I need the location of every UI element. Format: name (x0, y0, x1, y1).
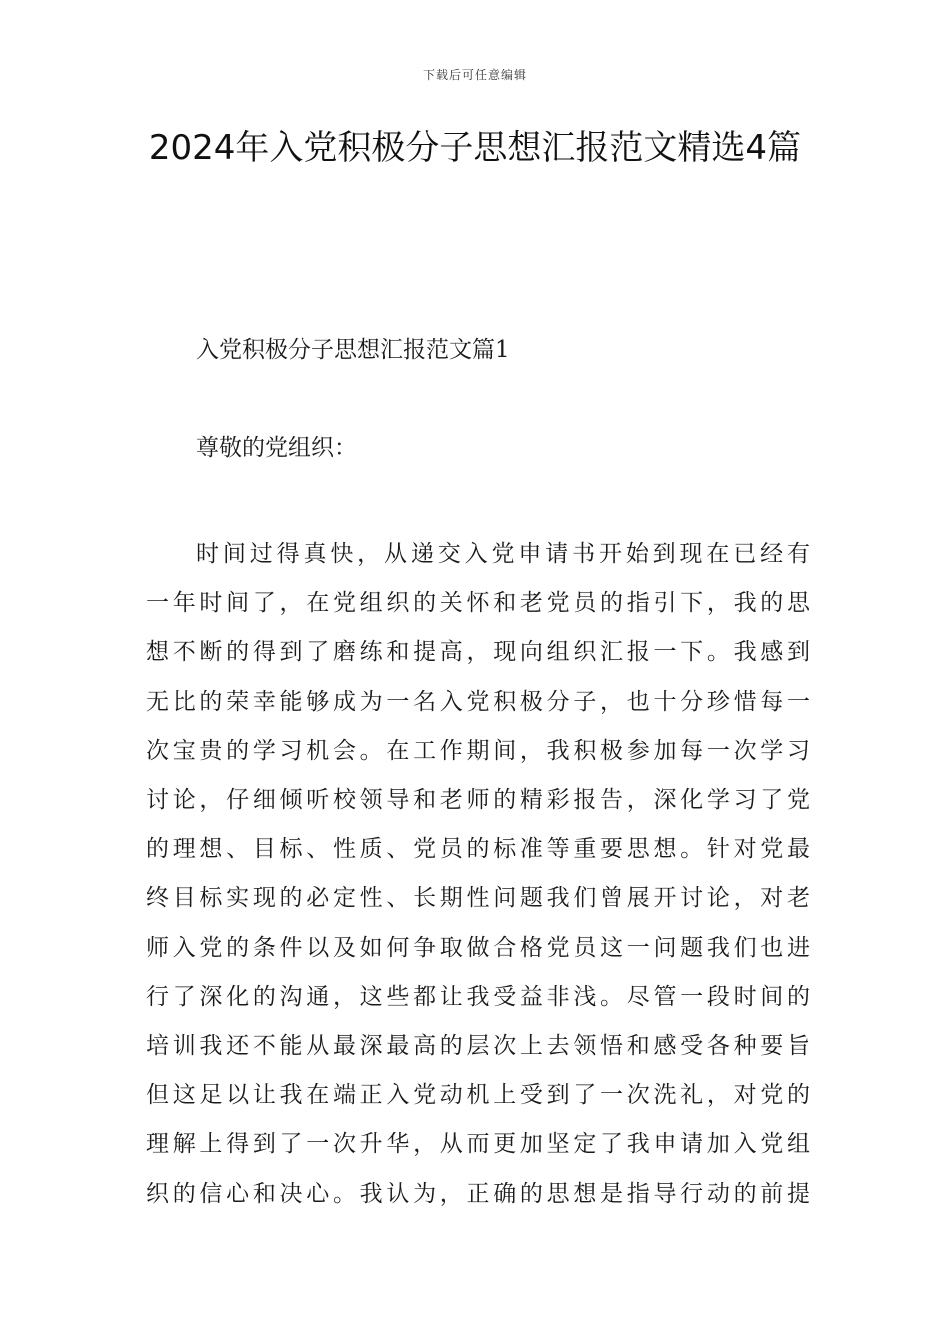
body-line: 织的信心和决心。我认为，正确的思想是指导行动的前提 (146, 1180, 810, 1207)
body-line: 但这足以让我在端正入党动机上受到了一次洗礼，对党的 (146, 1082, 810, 1109)
body-line: 师入党的条件以及如何争取做合格党员这一问题我们也进 (146, 934, 810, 961)
body-line: 的理想、目标、性质、党员的标准等重要思想。针对党最 (146, 836, 810, 863)
body-line: 一年时间了，在党组织的关怀和老党员的指引下，我的思 (146, 590, 810, 617)
section-heading: 入党积极分子思想汇报范文篇1 (196, 337, 510, 363)
document-title: 2024年入党积极分子思想汇报范文精选4篇 (148, 128, 802, 168)
body-line: 次宝贵的学习机会。在工作期间，我积极参加每一次学习 (146, 737, 810, 764)
body-line: 无比的荣幸能够成为一名入党积极分子，也十分珍惜每一 (146, 688, 810, 715)
body-line: 行了深化的沟通，这些都让我受益非浅。尽管一段时间的 (146, 983, 810, 1010)
body-line: 终目标实现的必定性、长期性问题我们曾展开讨论，对老 (146, 885, 810, 912)
body-line: 理解上得到了一次升华，从而更加坚定了我申请加入党组 (146, 1131, 810, 1158)
body-line: 培训我还不能从最深最高的层次上去领悟和感受各种要旨 (146, 1033, 810, 1060)
body-line: 讨论，仔细倾听校领导和老师的精彩报告，深化学习了党 (146, 787, 810, 814)
body-line: 时间过得真快，从递交入党申请书开始到现在已经有 (196, 541, 810, 567)
body-line: 想不断的得到了磨练和提高，现向组织汇报一下。我感到 (146, 639, 810, 666)
salutation: 尊敬的党组织： (196, 435, 357, 461)
body-paragraph (146, 530, 810, 1219)
header-note: 下载后可任意编辑 (422, 68, 527, 82)
